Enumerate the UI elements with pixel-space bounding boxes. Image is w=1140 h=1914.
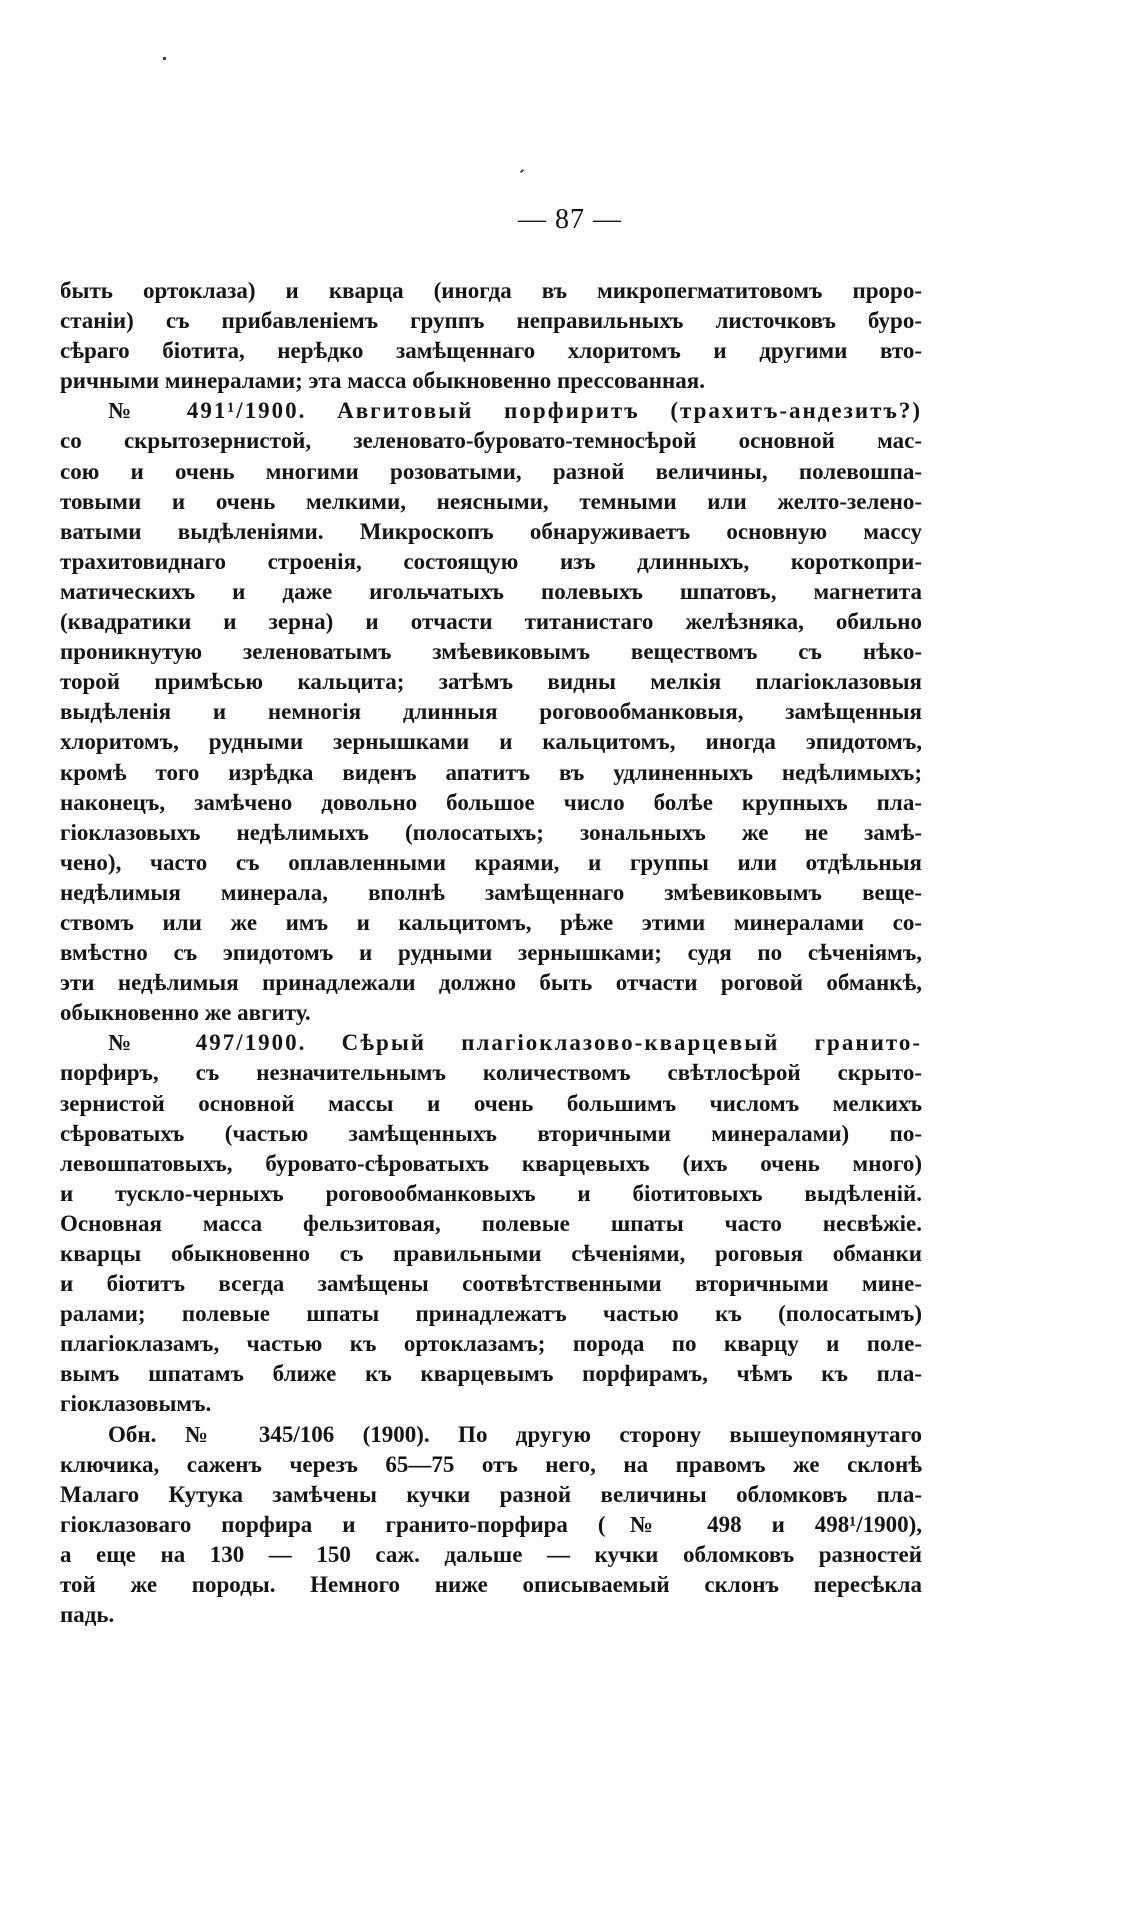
text-line: быть ортоклаза) и кварца (иногда въ микропегматитовомъ проро-	[60, 278, 922, 303]
text-line: сѣроватыхъ (частью замѣщенныхъ вторичными минералами) по-	[60, 1120, 922, 1146]
text-line: обыкновенно же авгиту.	[60, 1000, 311, 1026]
text-line: хлоритомъ, рудными зернышками и кальцитомъ, иногда эпидотомъ,	[60, 729, 922, 755]
page-number: — 87 —	[518, 204, 622, 235]
text-line: порфиръ, съ незначительнымъ количествомъ свѣтлосѣрой скрыто-	[60, 1060, 922, 1086]
text-line: ричными минералами; эта масса обыкновенно прессованная.	[60, 368, 705, 394]
text-line: торой примѣсью кальцита; затѣмъ видны мелкія плагіоклазовыя	[60, 669, 922, 695]
speck-mark	[163, 57, 166, 60]
text-line: ключика, саженъ черезъ 65—75 отъ него, на правомъ же склонѣ	[60, 1451, 922, 1477]
text-line: № 497/1900. Сѣрый плагіоклазово-кварцевый гранито-	[108, 1030, 922, 1056]
text-line: и біотитъ всегда замѣщены соотвѣтственными вторичными мине-	[60, 1271, 922, 1297]
text-line: недѣлимыя минерала, вполнѣ замѣщеннаго змѣевиковымъ веще-	[60, 879, 922, 905]
text-line: чено), часто съ оплавленными краями, и группы или отдѣльныя	[60, 849, 922, 875]
text-line: эти недѣлимыя принадлежали должно быть отчасти роговой обманкѣ,	[60, 970, 922, 996]
text-line: проникнутую зеленоватымъ змѣевиковымъ веществомъ съ нѣко-	[60, 639, 922, 665]
text-line: сѣраго біотита, нерѣдко замѣщеннаго хлоритомъ и другими вто-	[60, 338, 922, 364]
text-line: (квадратики и зерна) и отчасти титанистаго желѣзняка, обильно	[60, 609, 922, 635]
text-line: сою и очень многими розоватыми, разной величины, полевошпа-	[60, 458, 922, 484]
text-line: вымъ шпатамъ ближе къ кварцевымъ порфирамъ, чѣмъ къ пла-	[60, 1361, 922, 1387]
text-line: Основная масса фельзитовая, полевые шпаты часто несвѣжіе.	[60, 1210, 922, 1236]
text-line: ватыми выдѣленіями. Микроскопъ обнаруживаетъ основную массу	[60, 518, 922, 544]
text-line: гіоклазоваго порфира и гранито-порфира (№ 498 и 498¹/1900),	[60, 1511, 922, 1537]
text-line: со скрытозернистой, зеленовато-буровато-темносѣрой основной мас-	[60, 428, 922, 454]
text-line: станіи) съ прибавленіемъ группъ неправильныхъ листочковъ буро-	[60, 308, 922, 334]
text-line: гіоклазовымъ.	[60, 1391, 212, 1417]
text-line: кромѣ того изрѣдка виденъ апатитъ въ удлиненныхъ недѣлимыхъ;	[60, 759, 922, 785]
text-line: Обн. № 345/106 (1900). По другую сторону вышеупомянутаго	[108, 1421, 922, 1447]
text-line: левошпатовыхъ, буровато-сѣроватыхъ кварцевыхъ (ихъ очень много)	[60, 1150, 922, 1176]
text-line: падь.	[60, 1602, 115, 1628]
speck-mark	[520, 169, 524, 173]
text-line: вмѣстно съ эпидотомъ и рудными зернышками; судя по сѣченіямъ,	[60, 940, 922, 966]
text-line: наконецъ, замѣчено довольно большое число болѣе крупныхъ пла-	[60, 789, 922, 815]
text-line: и тускло-черныхъ роговообманковыхъ и біотитовыхъ выдѣленій.	[60, 1180, 922, 1206]
text-line: Малаго Кутука замѣчены кучки разной величины обломковъ пла-	[60, 1481, 922, 1507]
text-line: зернистой основной массы и очень большимъ числомъ мелкихъ	[60, 1090, 922, 1116]
text-line: а еще на 130 — 150 саж. дальше — кучки обломковъ разностей	[60, 1541, 922, 1567]
text-line: кварцы обыкновенно съ правильными сѣченіями, роговыя обманки	[60, 1241, 922, 1266]
text-line: товыми и очень мелкими, неясными, темными или желто-зелено-	[60, 488, 922, 514]
text-line: плагіоклазамъ, частью къ ортоклазамъ; порода по кварцу и поле-	[60, 1331, 922, 1357]
text-line: гіоклазовыхъ недѣлимыхъ (полосатыхъ; зональныхъ же не замѣ-	[60, 819, 922, 845]
text-line: ралами; полевые шпаты принадлежатъ частью къ (полосатымъ)	[60, 1301, 922, 1327]
text-line: той же породы. Немного ниже описываемый склонъ пересѣкла	[60, 1572, 922, 1598]
text-line: № 491¹/1900. Авгитовый порфиритъ (трахитъ-андезитъ?)	[108, 398, 922, 424]
text-line: ствомъ или же имъ и кальцитомъ, рѣже этими минералами со-	[60, 909, 922, 935]
body-text	[60, 276, 922, 1630]
text-line: выдѣленія и немногія длинныя роговообманковыя, замѣщенныя	[60, 699, 922, 725]
text-line: трахитовиднаго строенія, состоящую изъ длинныхъ, короткопри-	[60, 548, 922, 574]
text-line: матическихъ и даже игольчатыхъ полевыхъ шпатовъ, магнетита	[60, 578, 922, 604]
